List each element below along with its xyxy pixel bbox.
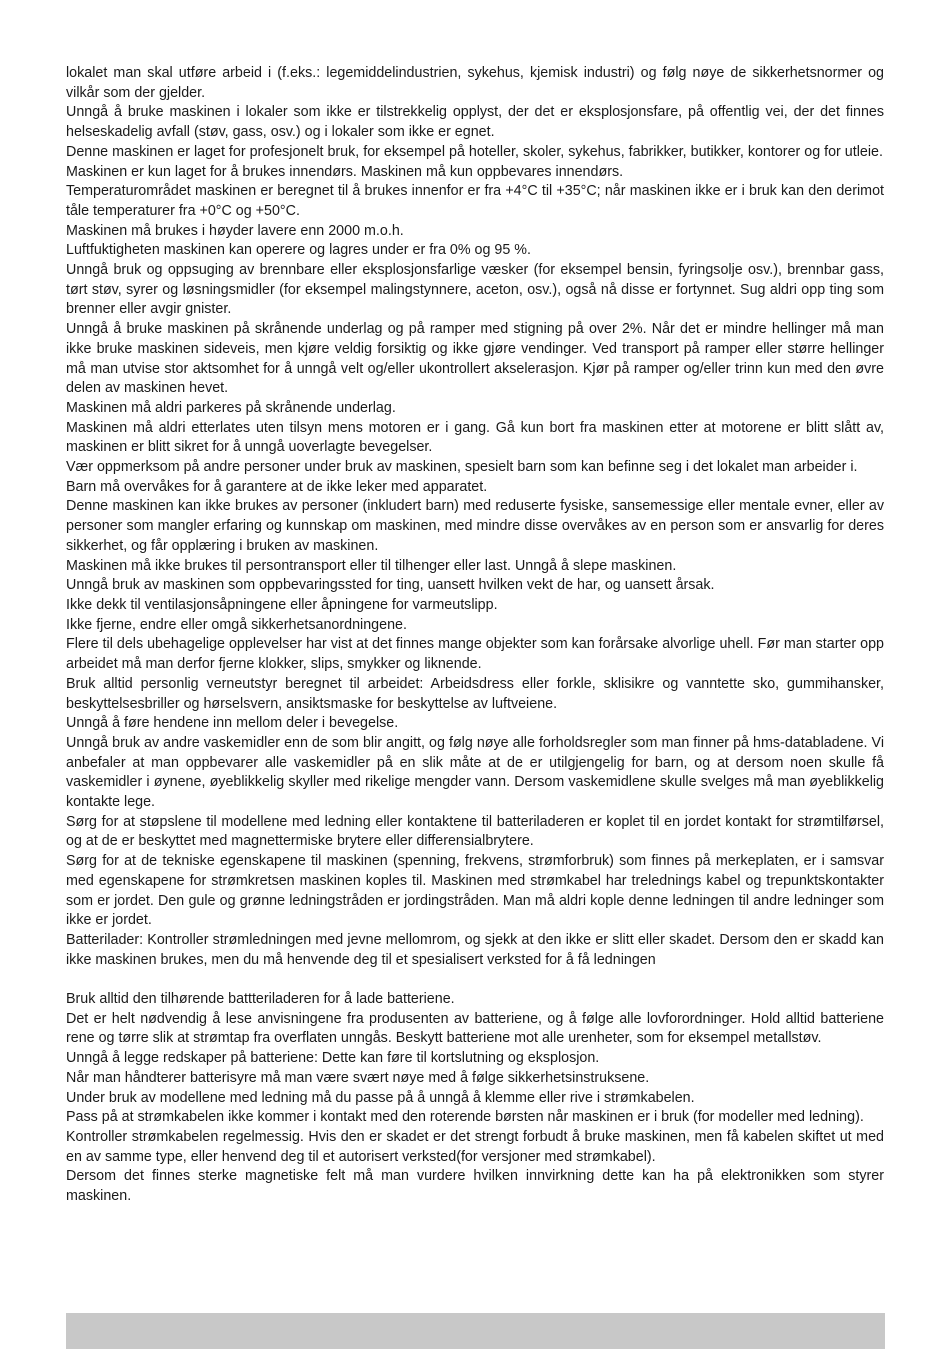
paragraph: Maskinen er kun laget for å brukes innendørs. Maskinen må kun oppbevares innendørs.	[66, 163, 624, 180]
paragraph: Ikke fjerne, endre eller omgå sikkerhetsanordningene.	[66, 616, 407, 633]
paragraph: Barn må overvåkes for å garantere at de ikke leker med apparatet.	[66, 478, 488, 495]
paragraph: Unngå bruk av andre vaskemidler enn de som blir angitt, og følg nøye alle forholdsregler som man finner på hms-databladene. Vi anbefaler at man oppbevarer alle vaskemidler på en slik måte at de er utilgjengelig for barn, og at dersom noen skulle få vaskemidler i øynene, øyeblikkelig skyller med rikelige mengder vann. Dersom vaskemidlene skulle svelges må man øyeblikkelig kontakte lege.	[66, 734, 884, 811]
paragraph: Temperaturområdet maskinen er beregnet til å brukes innenfor er fra +4°C til +35°C; når maskinen ikke er i bruk kan den derimot tåle temperaturer fra +0°C og +50°C.	[66, 183, 884, 219]
paragraph: Dersom det finnes sterke magnetiske felt må man vurdere hvilken innvirkning dette kan ha på elektronikken som styrer maskinen.	[66, 1168, 884, 1205]
paragraph: Vær oppmerksom på andre personer under bruk av maskinen, spesielt barn som kan befinne seg i det lokalet man arbeider i.	[66, 459, 858, 476]
paragraph: Kontroller strømkabelen regelmessig. Hvis den er skadet er det strengt forbudt å bruke maskinen, men få kabelen skiftet ut med en av samme type, eller henvend deg til et autorisert verksted(for versjoner med strømkabel).	[66, 1128, 884, 1165]
paragraph: Det er helt nødvendig å lese anvisningene fra produsenten av batteriene, og å følge alle lovforordninger. Hold alltid batteriene rene og tørre slik at strømtap fra overflaten unngås. Beskytt batteriene mot alle urenheter, som for eksempel metallstøv.	[66, 1010, 884, 1047]
footer-bar	[66, 1313, 885, 1349]
paragraph: Når man håndterer batterisyre må man være svært nøye med å følge sikkerhetsinstruksene.	[66, 1069, 650, 1086]
paragraph: Unngå bruk og oppsuging av brennbare eller eksplosjonsfarlige væsker (for eksempel bensin, fyringsolje osv.), brennbar gass, tørt støv, syrer og løsningsmidler (for eksempel malingstynnere, aceton, osv.), også nå disse er fortynnet. Sug aldri opp ting som brenner eller avgir gnister.	[66, 262, 884, 318]
paragraph: lokalet man skal utføre arbeid i (f.eks.: legemiddelindustrien, sykehus, kjemisk industri) og følg nøye de sikkerhetsnormer og vilkår som der gjelder.	[66, 65, 884, 101]
paragraph: Flere til dels ubehagelige opplevelser har vist at det finnes mange objekter som kan forårsake alvorlige uhell. Før man starter opp arbeidet må man derfor fjerne klokker, slips, smykker og liknende.	[66, 636, 884, 673]
paragraph: Denne maskinen kan ikke brukes av personer (inkludert barn) med reduserte fysiske, sansemessige eller mentale evner, eller av personer som mangler erfaring og kunnskap om maskinen, med mindre disse overvåkes av en person som er ansvarlig for deres sikkerhet, og får opplæring i bruken av maskinen.	[66, 498, 884, 554]
paragraph: Sørg for at støpslene til modellene med ledning eller kontaktene til batteriladeren er koplet til en jordet kontakt for strømtilførsel, og at de er beskyttet med magnettermiske brytere eller differensialbrytere.	[66, 813, 884, 850]
paragraph: Ikke dekk til ventilasjonsåpningene eller åpningene for varmeutslipp.	[66, 596, 498, 613]
paragraph: Unngå bruk av maskinen som oppbevaringssted for ting, uansett hvilken vekt de har, og uansett årsak.	[66, 577, 715, 594]
paragraph: Maskinen må aldri etterlates uten tilsyn mens motoren er i gang. Gå kun bort fra maskinen etter at motorene er blitt slått av, maskinen er blitt sikret for å unngå uoverlagte bevegelser.	[66, 419, 884, 456]
paragraph: Unngå å bruke maskinen på skrånende underlag og på ramper med stigning på over 2%. Når det er mindre hellinger må man ikke bruke maskinen sideveis, men kjøre veldig forsiktig og ikke gjøre vendinger. Ved transport på ramper eller større hellinger må man utvise stor aktsomhet for å unngå velt og/eller ukontrollert akselerasjon. Kjør på ramper og/eller trinn kun med den øvre delen av maskinen hevet.	[66, 321, 884, 397]
paragraph: Unngå å legge redskaper på batteriene: Dette kan føre til kortslutning og eksplosjon.	[66, 1050, 600, 1067]
paragraph: Pass på at strømkabelen ikke kommer i kontakt med den roterende børsten når maskinen er i bruk (for modeller med ledning).	[66, 1109, 864, 1126]
paragraph: Luftfuktigheten maskinen kan operere og lagres under er fra 0% og 95 %.	[66, 242, 531, 259]
paragraph: Maskinen må brukes i høyder lavere enn 2000 m.o.h.	[66, 222, 404, 239]
paragraph: Under bruk av modellene med ledning må du passe på å unngå å klemme eller rive i strømkabelen.	[66, 1089, 695, 1106]
paragraph: Bruk alltid den tilhørende battteriladeren for å lade batteriene.	[66, 991, 455, 1008]
paragraph: Bruk alltid personlig verneutstyr beregnet til arbeidet: Arbeidsdress eller forkle, sklisikre og vanntette sko, gummihansker, beskyttelsesbriller og hørselsvern, ansiktsmaske for beskyttelse av luftveiene.	[66, 675, 884, 712]
paragraph: Maskinen må aldri parkeres på skrånende underlag.	[66, 399, 396, 416]
paragraph: Sørg for at de tekniske egenskapene til maskinen (spenning, frekvens, strømforbruk) som finnes på merkeplaten, er i samsvar med egenskapene for strømkretsen maskinen koples til. Maskinen med strømkabel har trelednings kabel og trepunktskontakter som er jordet. Den gule og grønne ledningstråden er jordingstråden. Man må aldri kople denne ledningen til andre ledninger som ikke er jordet.	[66, 853, 884, 929]
paragraph: Denne maskinen er laget for profesjonelt bruk, for eksempel på hoteller, skoler, sykehus, fabrikker, butikker, kontorer og for utleie.	[66, 143, 883, 160]
paragraph: Batterilader: Kontroller strømledningen med jevne mellomrom, og sjekk at den ikke er slitt eller skadet. Dersom den er skadd kan ikke maskinen brukes, men du må henvende deg til et spesialisert verksted for å få ledningen	[66, 931, 884, 968]
paragraph: Maskinen må ikke brukes til persontransport eller til tilhenger eller last. Unngå å slepe maskinen.	[66, 557, 677, 574]
paragraph: Unngå å bruke maskinen i lokaler som ikke er tilstrekkelig opplyst, der det er eksplosjonsfare, på offentlig vei, der det finnes helseskadelig avfall (støv, gass, osv.) og i lokaler som ikke er egnet.	[66, 104, 884, 141]
document-body	[66, 64, 884, 1207]
paragraph: Unngå å føre hendene inn mellom deler i bevegelse.	[66, 715, 399, 732]
